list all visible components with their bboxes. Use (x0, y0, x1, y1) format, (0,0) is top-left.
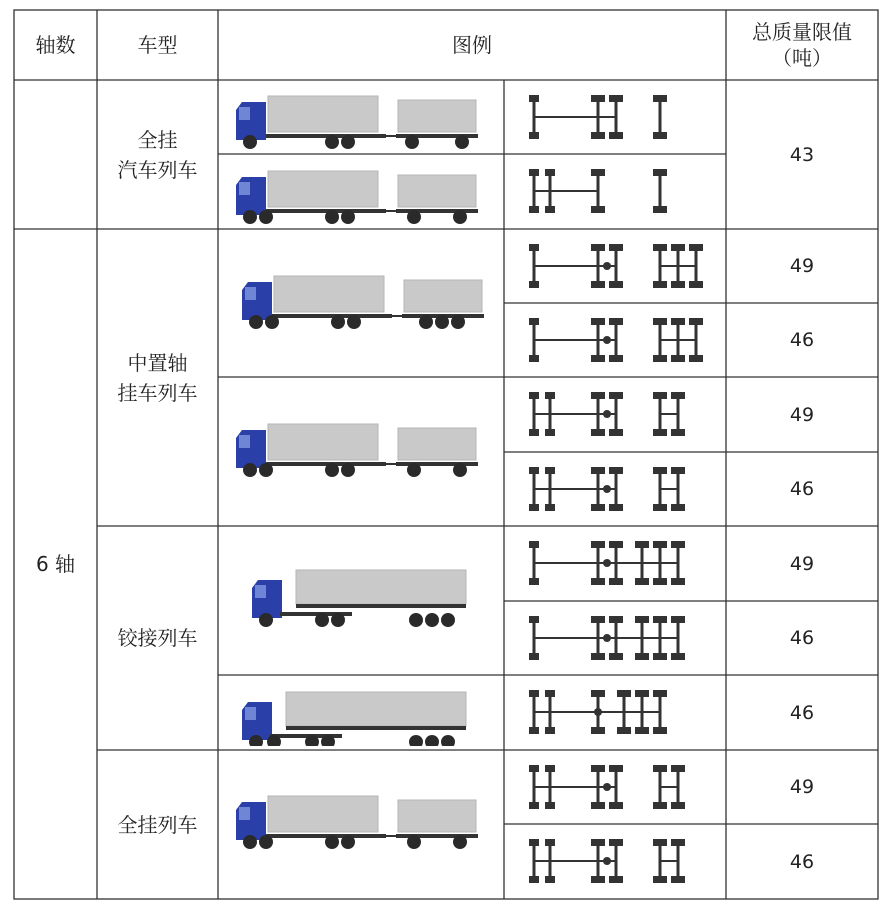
axle-diagram (510, 87, 720, 147)
truck-full-trailer-illustration (224, 84, 500, 150)
axle-diagram (510, 757, 720, 817)
axle-diagram (510, 459, 720, 519)
truck-center-axle-illustration (224, 262, 500, 336)
axle-diagram (510, 310, 720, 370)
header-weight-limit: 总质量限值 （吨） (752, 20, 852, 70)
limit-value: 49 (789, 403, 815, 426)
limit-value: 46 (789, 701, 815, 724)
axle-diagram (510, 384, 720, 444)
limit-value: 49 (789, 776, 815, 798)
limit-value: 46 (789, 329, 815, 351)
truck-articulated-illustration (224, 682, 500, 746)
axle-diagram (510, 608, 720, 668)
truck-full-trailer-train-illustration (224, 782, 500, 856)
truck-center-axle-illustration (224, 410, 500, 484)
type-center-axle-trailer: 中置轴 挂车列车 (117, 350, 198, 405)
limit-value: 49 (789, 255, 815, 277)
limit-value: 49 (789, 552, 815, 575)
limit-value: 43 (789, 143, 815, 166)
header-diagram: 图例 (452, 33, 492, 57)
header-vehicle-type: 车型 (137, 33, 178, 57)
limit-value: 46 (789, 478, 815, 500)
truck-full-trailer-illustration (224, 159, 500, 225)
limit-value: 46 (789, 627, 815, 649)
type-full-trailer-truck: 全挂 汽车列车 (117, 127, 198, 182)
axle-diagram (510, 533, 720, 593)
limit-value: 46 (789, 850, 815, 873)
type-full-trailer-train: 全挂列车 (117, 812, 198, 837)
type-articulated: 铰接列车 (117, 626, 198, 650)
axle-diagram (510, 236, 720, 296)
axle-diagram (510, 161, 720, 221)
axle-diagram (510, 682, 720, 742)
axle-diagram (510, 831, 720, 891)
header-axles: 轴数 (35, 33, 76, 57)
truck-articulated-illustration (224, 560, 500, 634)
axle-count-cell: 6 轴 (35, 552, 76, 576)
